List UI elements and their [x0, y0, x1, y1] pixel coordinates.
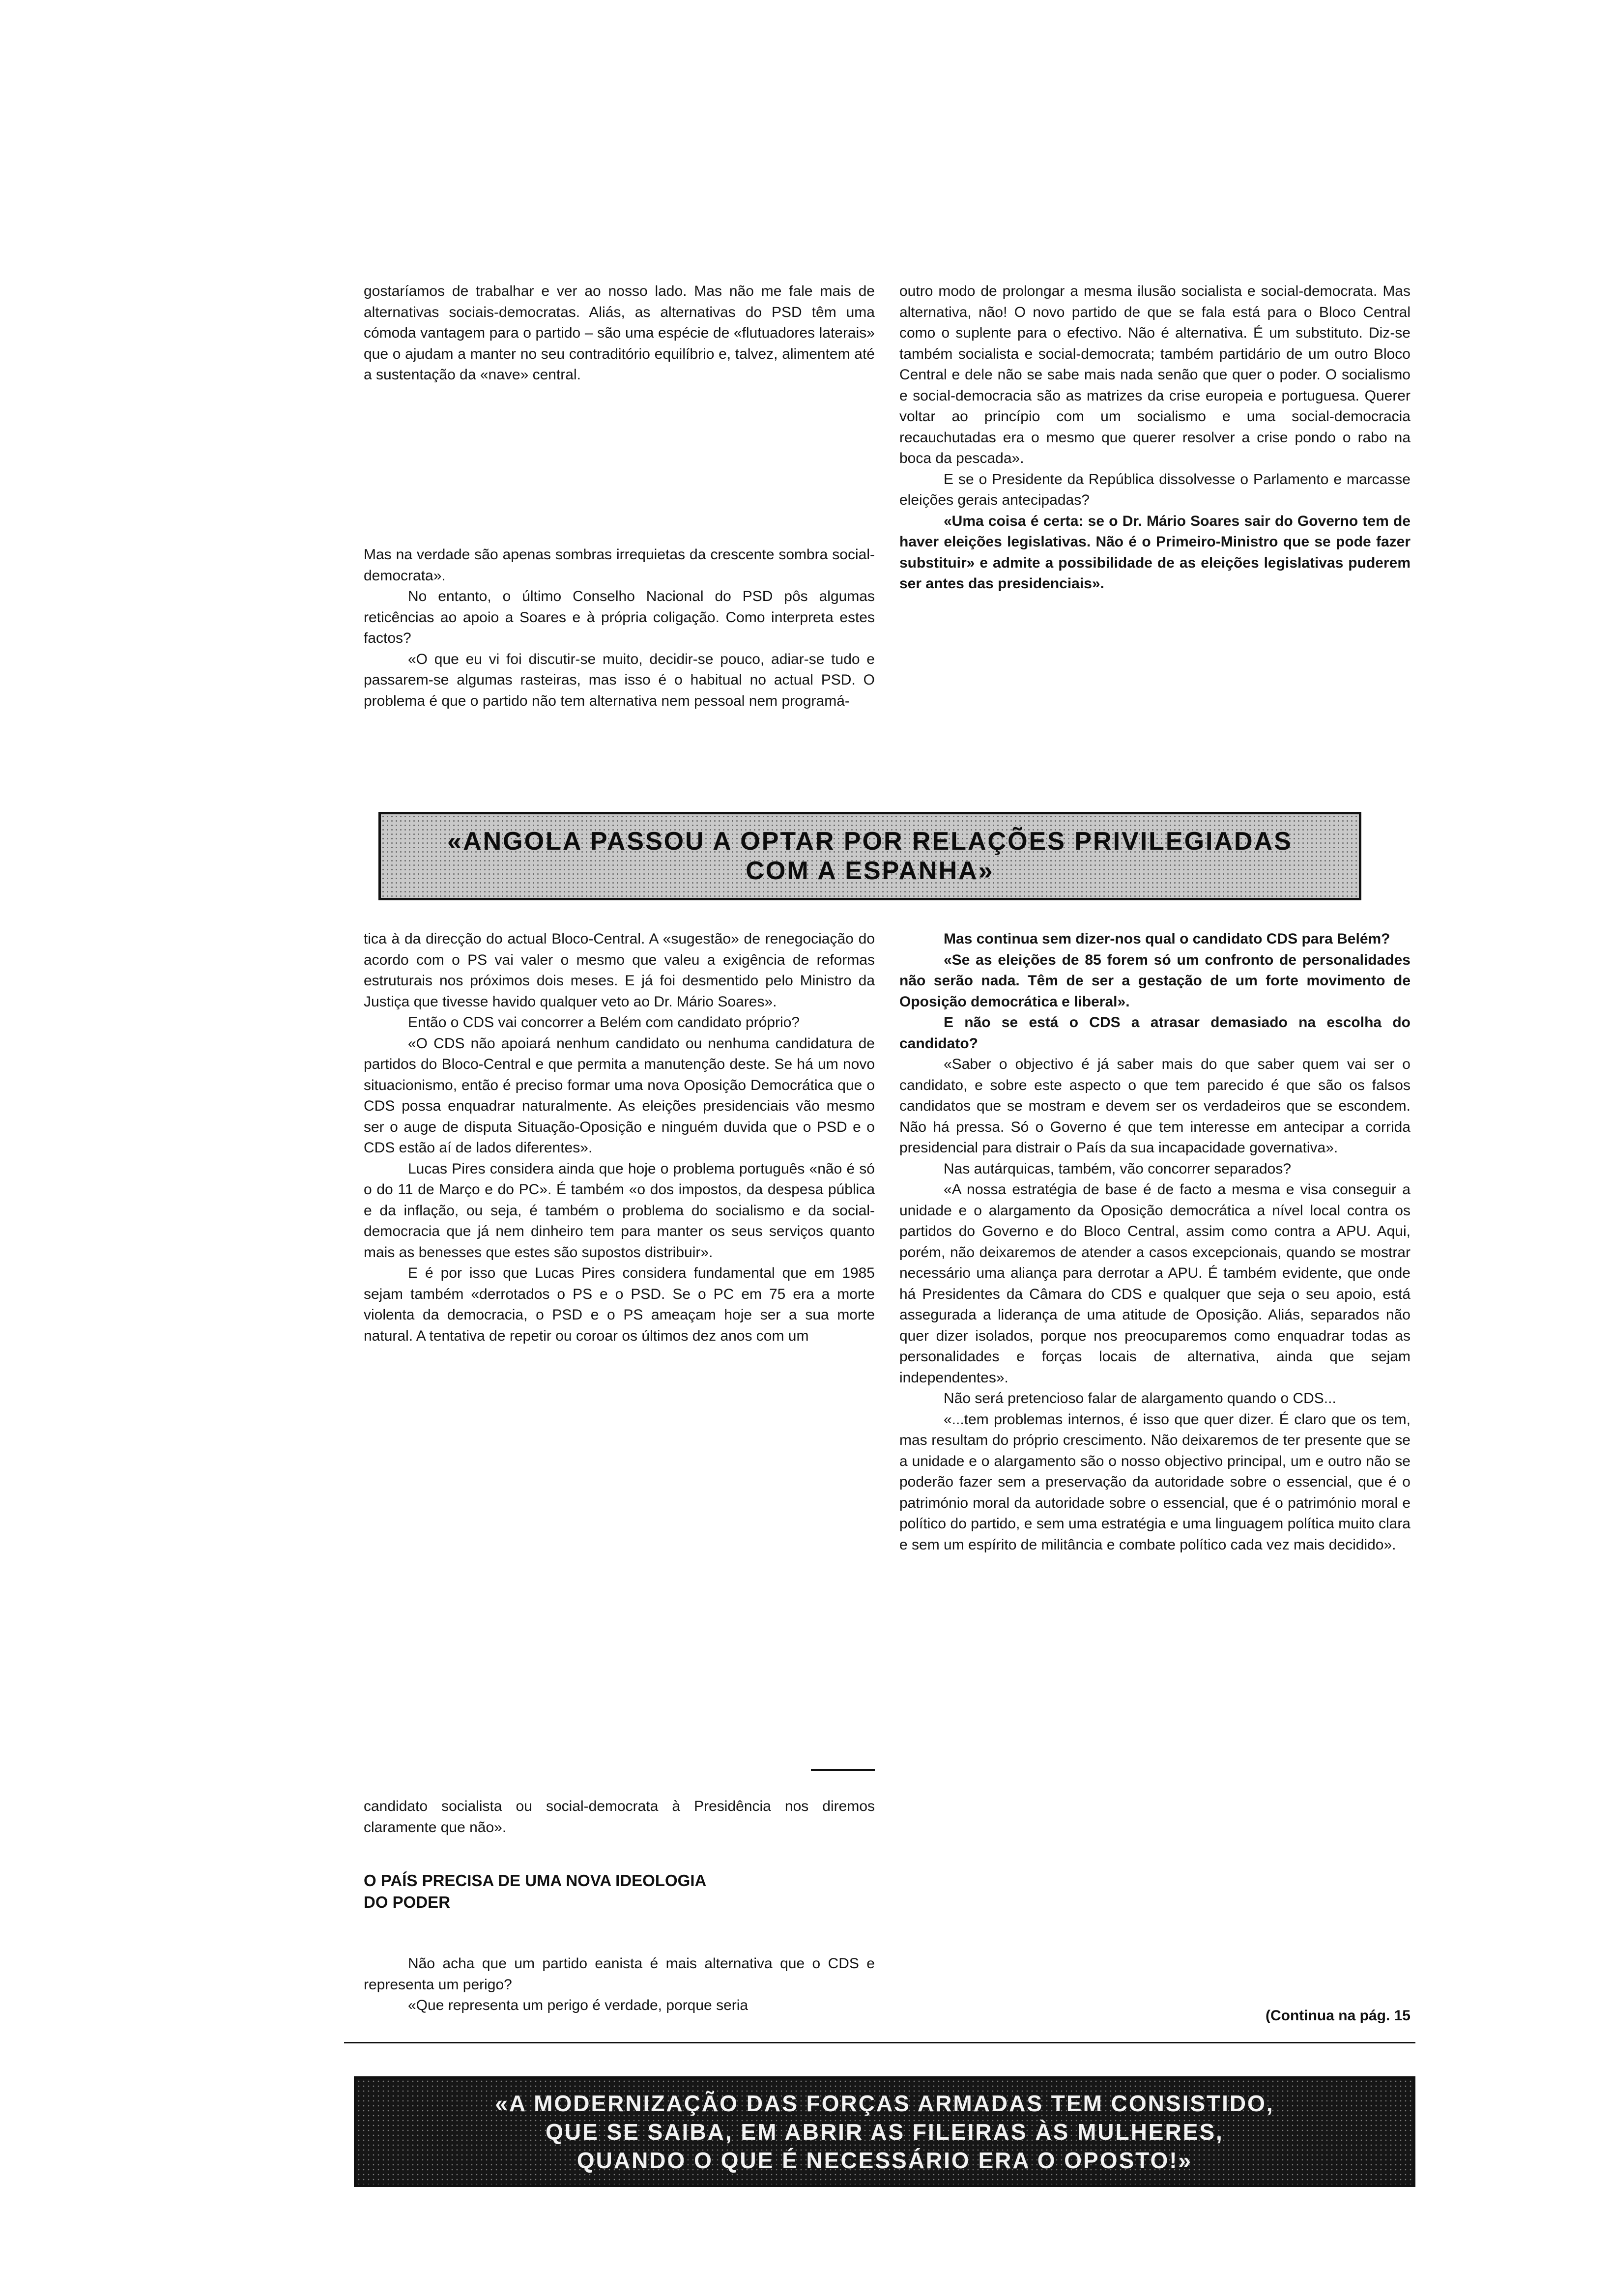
paragraph: Nas autárquicas, também, vão concorrer separados?: [944, 1160, 1292, 1177]
pull-quote-banner-forcas-armadas: [354, 2076, 1415, 2187]
paragraph: «...tem problemas internos, é isso que quer dizer. É claro que os tem, mas resultam do próprio crescimento. Não deixaremos de ter presente que se a unidade e o alargamento são o nosso objectivo principal, um e outro não se poderão fazer sem a preservação da autoridade sobre o essencial, que é o património moral da autoridade sobre o essencial, que é o património moral e político do partido, e sem uma estratégia e uma linguagem política muito clara e sem um espírito de militância e combate político cada vez mais decidido».: [899, 1411, 1410, 1553]
paragraph: E se o Presidente da República dissolvesse o Parlamento e marcasse eleições gerais antecipadas?: [899, 471, 1410, 508]
column-2-bottom: [899, 929, 1410, 1555]
paragraph: gostaríamos de trabalhar e ver ao nosso lado. Mas não me fale mais de alternativas sociais-democratas. Aliás, as alternativas do PSD têm uma cómoda vantagem para o partido – são uma espécie de «flutuadores laterais» que o ajudam a manter no seu contraditório equilíbrio e, talvez, alimentem até a sustentação da «nave» central.: [364, 283, 875, 383]
paragraph: Mas na verdade são apenas sombras irrequietas da crescente sombra social-democrata».: [364, 546, 875, 584]
column-1-end: [364, 1796, 875, 1838]
paragraph: «Uma coisa é certa: se o Dr. Mário Soares sair do Governo tem de haver eleições legislativas. Não é o Primeiro-Ministro que se pode fazer substituir» e admite a possibilidade de as eleições legislativas puderem ser antes das presidenciais».: [899, 513, 1410, 592]
paragraph: Não será pretencioso falar de alargamento quando o CDS...: [944, 1390, 1336, 1406]
column-2-top: [899, 281, 1410, 595]
column-1-bottom: [364, 929, 875, 1347]
paragraph: Não acha que um partido eanista é mais alternativa que o CDS e representa um perigo?: [364, 1955, 875, 1993]
paragraph: «O que eu vi foi discutir-se muito, decidir-se pouco, adiar-se tudo e passarem-se algumas rasteiras, mas isso é o habitual no actual PSD. O problema é que o partido não tem alternativa nem pessoal nem programá-: [364, 651, 875, 709]
pull-quote-banner-angola: [378, 812, 1361, 900]
paragraph: No entanto, o último Conselho Nacional do PSD pôs algumas reticências ao apoio a Soares e à própria coligação. Como interpreta estes factos?: [364, 588, 875, 646]
paragraph: «Saber o objectivo é já saber mais do que saber quem vai ser o candidato, e sobre este aspecto o que tem parecido é que são os falsos candidatos que se mostram e devem ser os verdadeiros que se escondem. Não há pressa. Só o Governo é que tem interesse em antecipar a corrida presidencial para distrair o País da sua incapacidade governativa».: [899, 1056, 1410, 1156]
paragraph: E é por isso que Lucas Pires considera fundamental que em 1985 sejam também «derrotados o PS e o PSD. Se o PC em 75 era a morte violenta da democracia, o PSD e o PS ameaçam hoje ser a sua morte natural. A tentativa de repetir ou coroar os últimos dez anos com um: [364, 1265, 875, 1344]
paragraph: «O CDS não apoiará nenhum candidato ou nenhuma candidatura de partidos do Bloco-Central e que permita a manutenção deste. Se há um novo situacionismo, então é preciso formar uma nova Oposição Democrática que o CDS possa enquadrar naturalmente. As eleições presidenciais vão mesmo ser o auge de disputa Situação-Oposição e ninguém duvida que o PSD e o CDS estão aí de lados diferentes».: [364, 1035, 875, 1156]
paragraph: Mas continua sem dizer-nos qual o candidato CDS para Belém?: [944, 931, 1390, 947]
paragraph: tica à da direcção do actual Bloco-Central. A «sugestão» de renegociação do acordo com o PS vai valer o mesmo que valeu a exigência de reformas estruturais nos próximos dois meses. E já foi desmentido pelo Ministro da Justiça que tivesse havido qualquer veto ao Dr. Mário Soares».: [364, 931, 875, 1010]
banner-line: «A MODERNIZAÇÃO DAS FORÇAS ARMADAS TEM CONSISTIDO,: [495, 2090, 1274, 2116]
column-1-top: [364, 281, 875, 386]
section-subheading: [364, 1870, 875, 1913]
subheading-line: DO PODER: [364, 1893, 451, 1911]
paragraph: Então o CDS vai concorrer a Belém com candidato próprio?: [408, 1014, 800, 1031]
paragraph: E não se está o CDS a atrasar demasiado na escolha do candidato?: [899, 1014, 1410, 1052]
column-end-rule: [811, 1769, 875, 1771]
paragraph: Lucas Pires considera ainda que hoje o problema português «não é só o do 11 de Março e do PC». É também «o dos impostos, da despesa pública e da inflação, ou seja, é também o problema do socialismo e da social-democracia que já nem dinheiro tem para manter os seus serviços quanto mais as benesses que estes são supostos distribuir».: [364, 1160, 875, 1261]
paragraph: outro modo de prolongar a mesma ilusão socialista e social-democrata. Mas alternativa, não! O novo partido de que se fala está para o Bloco Central como o suplente para o efectivo. Não é alternativa. É um substituto. Diz-se também socialista e social-democrata; também partidário de um outro Bloco Central e dele não se sabe mais nada senão que quer o poder. O socialismo e social-democracia são as matrizes da crise europeia e portuguesa. Querer voltar ao princípio com um socialismo e uma social-democracia recauchutadas era o mesmo que querer resolver a crise pondo o rabo na boca da pescada».: [899, 283, 1410, 466]
paragraph: «A nossa estratégia de base é de facto a mesma e visa conseguir a unidade e o alargamento da Oposição democrática a nível local contra os partidos do Governo e do Bloco Central, assim como contra a APU. Aqui, porém, não deixaremos de atender a casos excepcionais, quando se mostrar necessário uma aliança para derrotar a APU. É também evidente, que onde há Presidentes da Câmara do CDS e qualquer que seja o seu apoio, está assegurada a liderança de uma atitude de Oposição. Aliás, separados não quer dizer isolados, porque nos preocuparemos como enquadrar todas as personalidades e forças locais de alternativa, ainda que sejam independentes».: [899, 1181, 1410, 1386]
paragraph: candidato socialista ou social-democrata à Presidência nos diremos claramente que não».: [364, 1798, 875, 1836]
paragraph: «Se as eleições de 85 forem só um confronto de personalidades não serão nada. Têm de ser a gestação de um forte movimento de Oposição democrática e liberal».: [899, 951, 1410, 1010]
banner-line: QUANDO O QUE É NECESSÁRIO ERA O OPOSTO!»: [576, 2147, 1193, 2173]
banner-line: COM A ESPANHA»: [746, 857, 994, 885]
column-1-middle: [364, 545, 875, 712]
banner-line: «ANGOLA PASSOU A OPTAR POR RELAÇÕES PRIVILEGIADAS: [447, 827, 1293, 856]
subheading-line: O PAÍS PRECISA DE UMA NOVA IDEOLOGIA: [364, 1871, 707, 1890]
page-bottom-rule: [344, 2042, 1415, 2043]
column-1-final: [364, 1953, 875, 2016]
paragraph: «Que representa um perigo é verdade, porque seria: [408, 1997, 748, 2013]
banner-line: QUE SE SAIBA, EM ABRIR AS FILEIRAS ÀS MULHERES,: [546, 2119, 1224, 2145]
continued-on-page: (Continua na pág. 15: [1265, 2008, 1410, 2024]
